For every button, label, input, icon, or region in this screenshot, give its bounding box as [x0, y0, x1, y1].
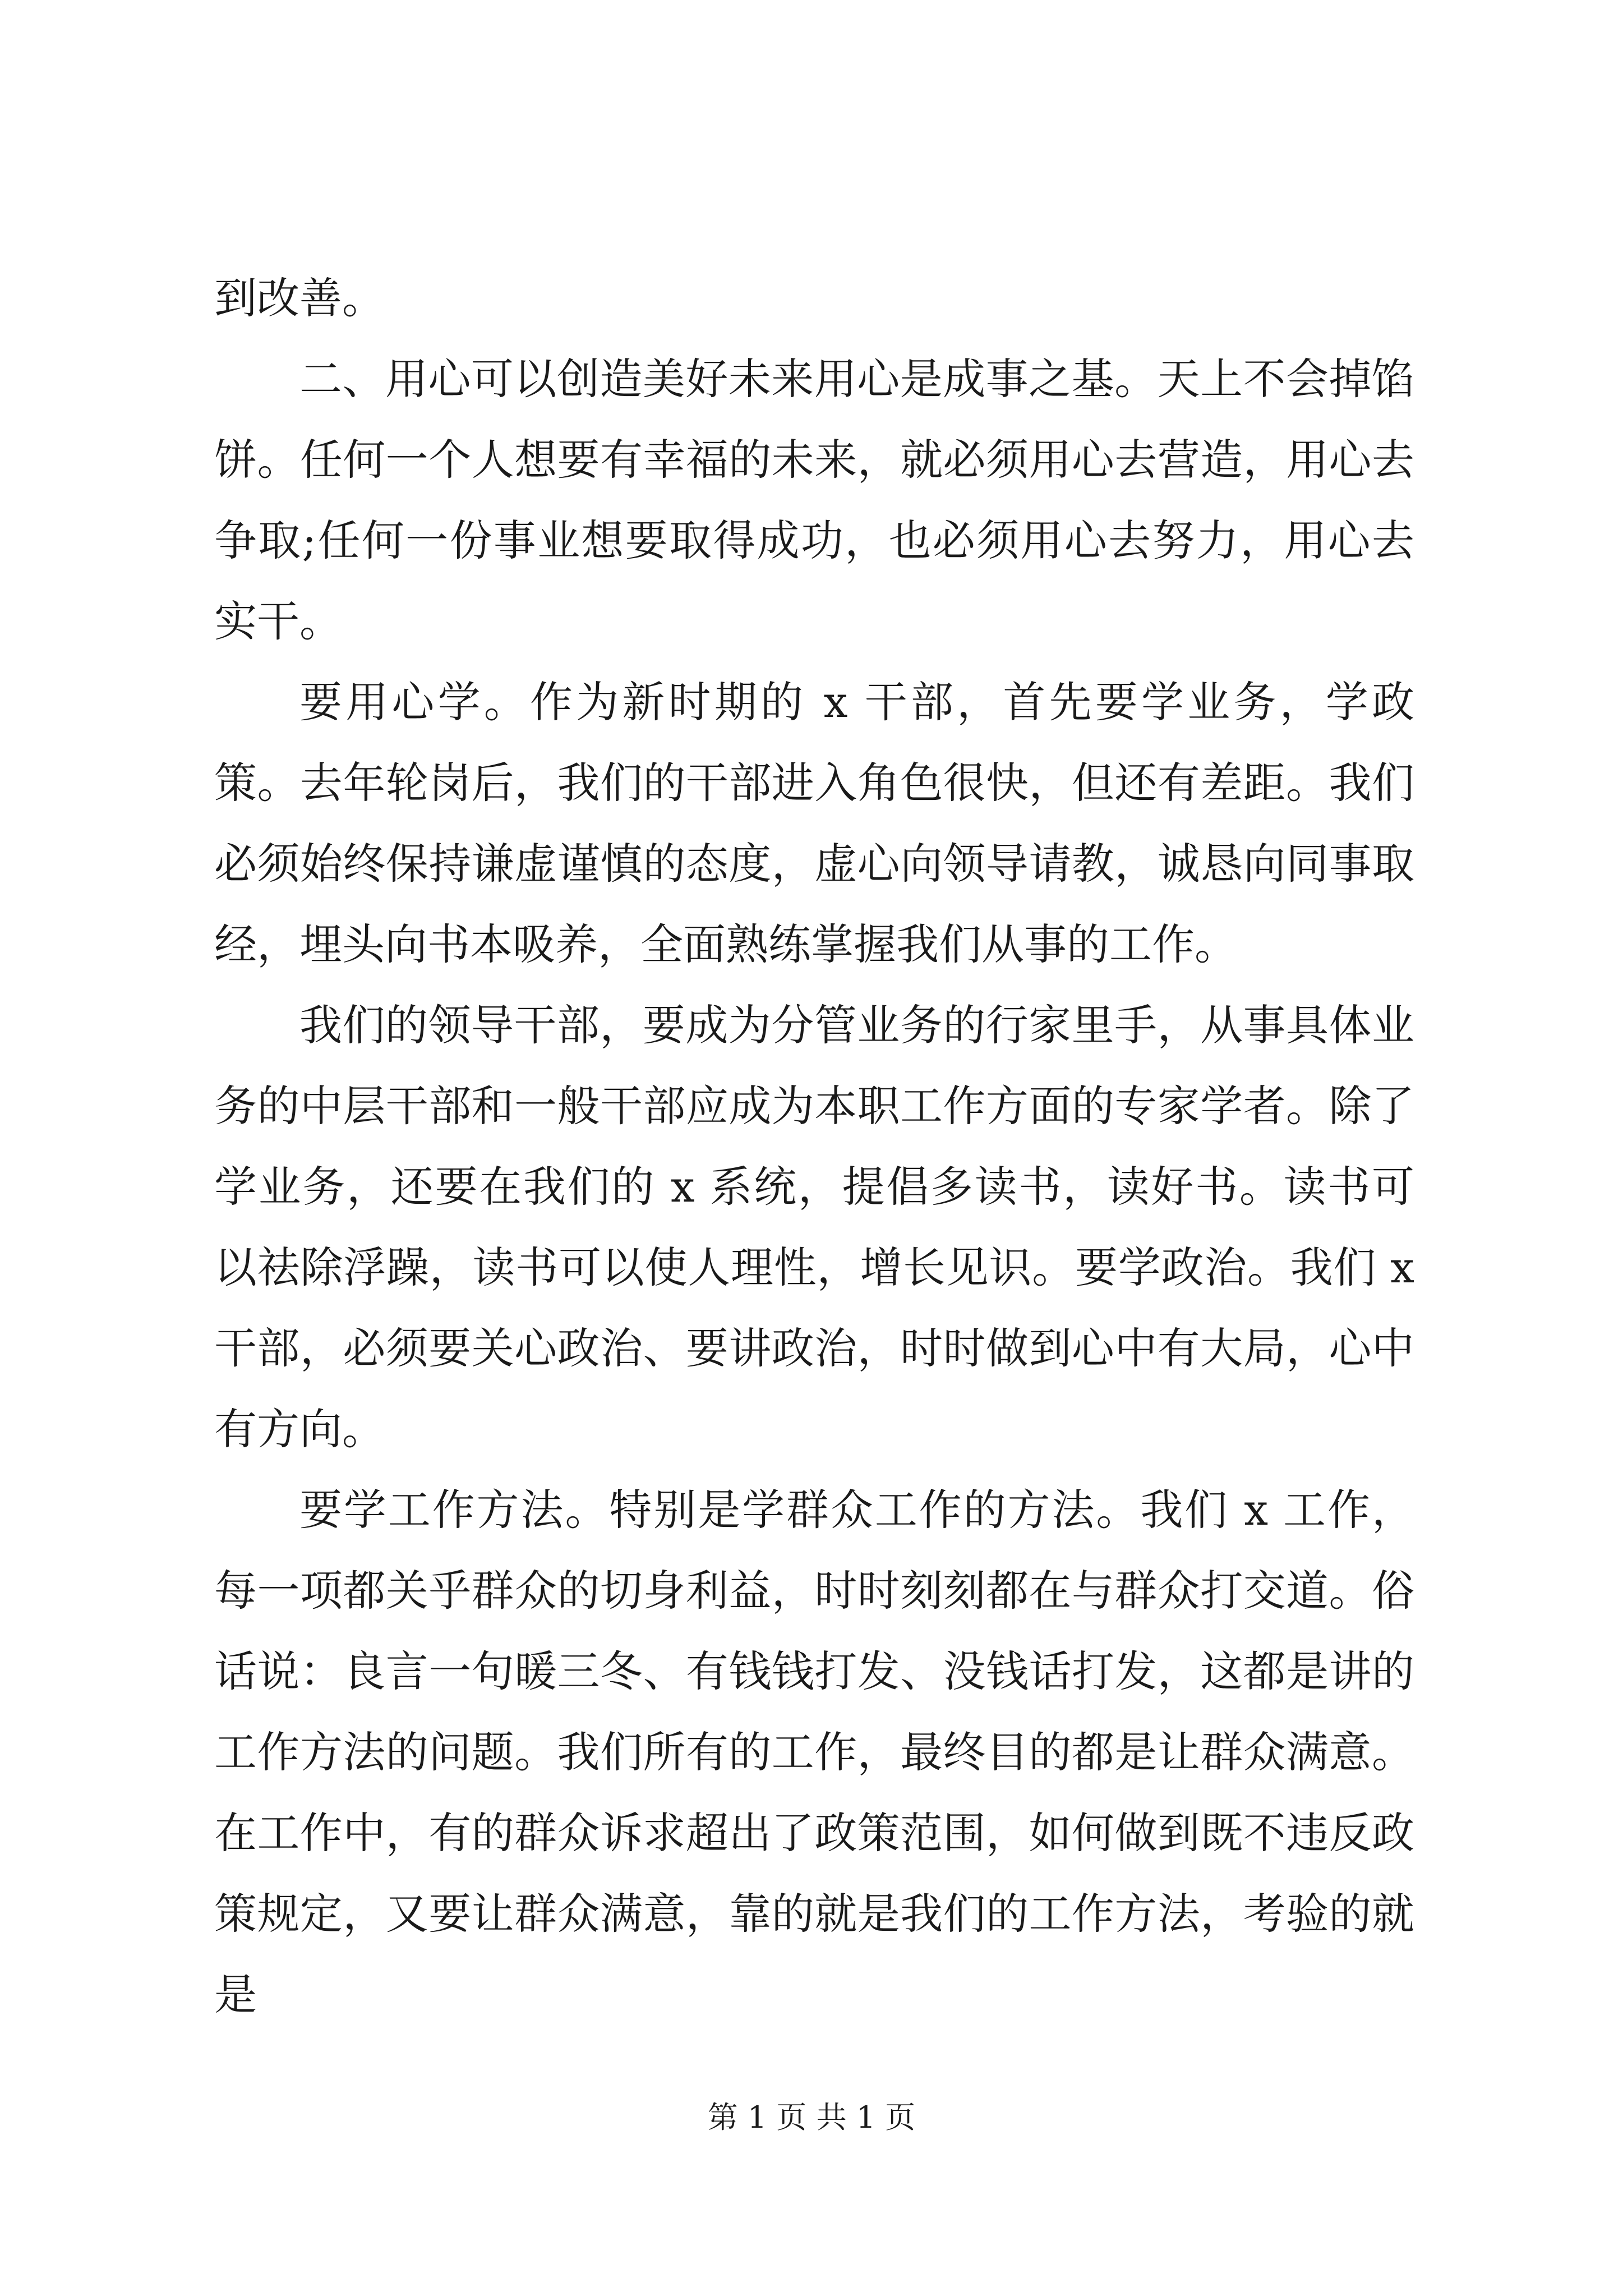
paragraph-section-two: 二、用心可以创造美好未来用心是成事之基。天上不会掉馅饼。任何一个人想要有幸福的未来，就必须用心去营造，用心去争取;任何一份事业想要取得成功，也必须用心去努力，用心去实干。: [214, 354, 1414, 646]
paragraph-study-diligently: 要用心学。作为新时期的 x 干部，首先要学业务，学政策。去年轮岗后，我们的干部进入角色很快，但还有差距。我们必须始终保持谦虚谨慎的态度，虚心向领导请教，诚恳向同事取经，埋头向书本吸养，全面熟练掌握我们从事的工作。: [214, 677, 1414, 969]
paragraph-work-methods: 要学工作方法。特别是学群众工作的方法。我们 x 工作，每一项都关乎群众的切身利益，时时刻刻都在与群众打交道。俗话说：良言一句暖三冬、有钱钱打发、没钱话打发，这都是讲的工作方法的问题。我们所有的工作，最终目的都是让群众满意。在工作中，有的群众诉求超出了政策范围，如何做到既不违反政策规定，又要让群众满意，靠的就是我们的工作方法，考验的就是: [214, 1485, 1414, 2019]
page-footer: 第 1 页 共 1 页: [707, 2100, 916, 2135]
paragraph-continuation: 到改善。: [214, 273, 385, 323]
document-body: [214, 258, 1414, 2035]
paragraph-leaders-experts: 我们的领导干部，要成为分管业务的行家里手，从事具体业务的中层干部和一般干部应成为本职工作方面的专家学者。除了学业务，还要在我们的 x 系统，提倡多读书，读好书。读书可以祛除浮躁，读书可以使人理性，增长见识。要学政治。我们 x 干部，必须要关心政治、要讲政治，时时做到心中有大局，心中有方向。: [214, 1000, 1414, 1454]
